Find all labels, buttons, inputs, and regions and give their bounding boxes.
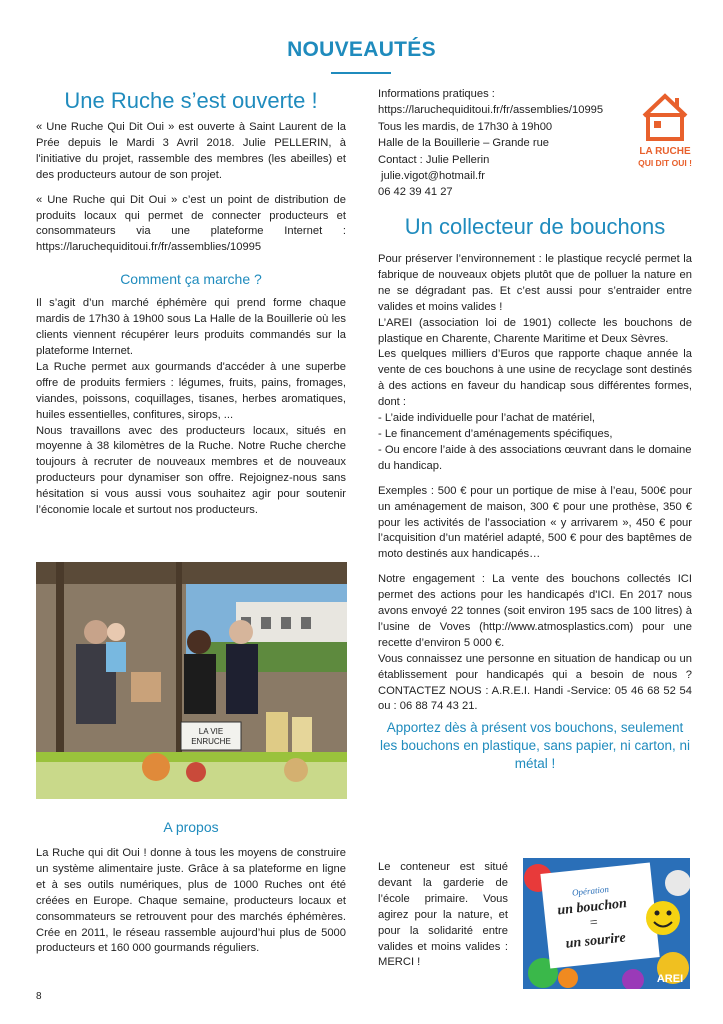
bouchons-engagement: Notre engagement : La vente des bouchons collectés ICI permet des actions pour les handicapés d'ICI. En 2017 nous avons envoyé 22 tonnes (soit environ 195 sacs de 100 litres) à l’usine de Voves (http://www.atmosplastics.com) pour une recette d’environ 5 000 €. — [378, 573, 692, 649]
page-number: 8 — [36, 991, 42, 1002]
how-paragraph-2: La Ruche permet aux gourmands d'accéder à une superbe offre de produits fermiers : légumes, fruits, pains, fromages, viandes, poissons, coquillages, tisanes, herbes aromatiques, huiles essentielles, confitures, sirops, ... — [36, 360, 346, 421]
bouchons-article — [378, 214, 692, 773]
ruche-paragraph-2: « Une Ruche qui Dit Oui » c’est un point de distribution de produits locaux qui permet de connecter producteurs et consommateurs via une plateforme Internet : https://laruchequiditoui.fr/fr/assemblies/10995 — [36, 193, 346, 254]
bouchons-title: Un collecteur de bouchons — [404, 214, 666, 239]
ruche-title: Une Ruche s’est ouverte ! — [64, 88, 318, 113]
bouchons-list-item-3: - Ou encore l’aide à des associations œuvrant dans le domaine du handicap. — [378, 443, 692, 472]
bouchons-paragraph-1: Pour préserver l’environnement : le plastique recyclé permet la fabrique de nouveaux objets plutôt que de polluer la nature en ne se dégradant pas. Et c’est aussi pour s’entraider entre valides et moins valides ! — [378, 253, 692, 313]
info-heading: Informations pratiques : — [378, 88, 495, 100]
poster-line-4: un sourire — [564, 930, 627, 952]
poster-line-2: un bouchon — [556, 896, 628, 919]
bouchons-contact: Vous connaissez une personne en situation de handicap ou un établissement pour handicapés qui a besoin de nous ? CONTACTEZ NOUS : A.R.E.I. Handi -Service: 05 46 68 52 54 ou : 06 88 74 43 21. — [378, 652, 692, 713]
poster-line-3: = — [589, 915, 599, 932]
info-phone: 06 42 39 41 27 — [378, 186, 453, 199]
bouchons-call-to-action: Apportez dès à présent vos bouchons, seulement les bouchons en plastique, sans papier, ni carton, ni métal ! — [380, 720, 690, 772]
ruche-article — [36, 88, 346, 519]
bouchons-examples: Exemples : 500 € pour un portique de mise à l’eau, 500€ pour un aménagement de maison, 300 € pour une prothèse, 350 € pour les activités de l’association « y arrivarem », 450 € pour l’acquisition d’un matériel adapté, 500 € pour des baptêmes de moto destinés aux handicapés… — [378, 484, 692, 561]
how-paragraph-1: Il s’agit d’un marché éphémère qui prend forme chaque mardis de 17h30 à 19h00 sous La Halle de la Bouillerie où les clients viennent récupérer leurs produits commandés sur la plateforme Internet. — [36, 297, 346, 357]
info-url[interactable]: https://laruchequiditoui.fr/fr/assemblies/10995 — [378, 104, 604, 117]
container-paragraph: Le conteneur est situé devant la garderie de l’école primaire. Vous agirez pour la nature, et pour la solidarité entre valides et moins valides : MERCI ! — [378, 861, 508, 969]
bouchons-list-item-2: - Le financement d’aménagements spécifiques, — [378, 427, 613, 440]
market-photo — [36, 562, 347, 799]
bouchons-paragraph-3: Les quelques milliers d’Euros que rapporte chaque année la vente de ces bouchons à une usine de recyclage sont destinés à des actions en faveur du handicap sous différentes formes, dont : — [378, 348, 692, 409]
ruche-paragraph-1: « Une Ruche Qui Dit Oui » est ouverte à Saint Laurent de la Prée depuis le Mardi 3 Avril 2018. Julie PELLERIN, à l'initiative du projet, rassemble des membres (les abeilles) et des producteurs autour de son projet. — [36, 121, 346, 181]
about-paragraph: La Ruche qui dit Oui ! donne à tous les moyens de construire un système alimentaire juste. Grâce à sa plateforme en ligne et à ses outils numériques, plus de 1000 Ruches ont été créées en Europe. Chaque semaine, producteurs locaux et consommateurs se retrouvent pour des marchés éphémères. Crée en 2011, le réseau rassemble aujourd’hui plus de 5000 producteurs et 160 000 gourmands réguliers. — [36, 847, 346, 955]
info-contact: Contact : Julie Pellerin — [378, 153, 490, 166]
how-paragraph-3: Nous travaillons avec des producteurs locaux, situés en moyenne à 38 kilomètres de la Ruche. Notre Ruche cherche toujours à recruter de nouveaux membres et de nouveaux producteurs pour dynamiser son offre. Rejoignez-nous sans hésitation si vous aussi vous souhaitez agir pour soutenir l’économie locale et surtout nos producteurs. — [36, 424, 346, 517]
about-title: A propos — [163, 819, 219, 835]
svg-text:ENRUCHE: ENRUCHE — [191, 737, 231, 746]
how-title: Comment ça marche ? — [120, 271, 262, 288]
poster-brand: AREI — [656, 973, 684, 985]
practical-info — [378, 86, 633, 201]
info-email[interactable]: julie.vigot@hotmail.fr — [381, 170, 486, 183]
la-ruche-logo — [638, 86, 693, 176]
page-title: NOUVEAUTÉS — [287, 38, 436, 61]
smiley-icon — [646, 901, 680, 935]
logo-line-2: QUI DIT OUI ! — [638, 158, 692, 168]
bouchon-poster — [523, 858, 690, 989]
photo-sign-text: LA VIE — [198, 727, 224, 736]
house-logo-icon — [638, 86, 693, 176]
info-location: Halle de la Bouillerie – Grande rue — [378, 137, 550, 150]
title-underline — [331, 72, 391, 74]
info-schedule: Tous les mardis, de 17h30 à 19h00 — [378, 120, 553, 133]
bouchons-paragraph-2: L’AREI (association loi de 1901) collecte les bouchons de plastique en Charente, Charente Maritime et Deux Sèvres. — [378, 316, 692, 345]
logo-line-1: LA RUCHE — [639, 146, 691, 157]
about-section — [36, 818, 346, 957]
poster-illustration — [523, 858, 690, 989]
market-photo-illustration — [36, 562, 347, 799]
container-note — [378, 860, 508, 971]
bouchons-list-item-1: - L’aide individuelle pour l’achat de matériel, — [378, 412, 596, 425]
poster-line-1: Opération — [571, 883, 610, 898]
